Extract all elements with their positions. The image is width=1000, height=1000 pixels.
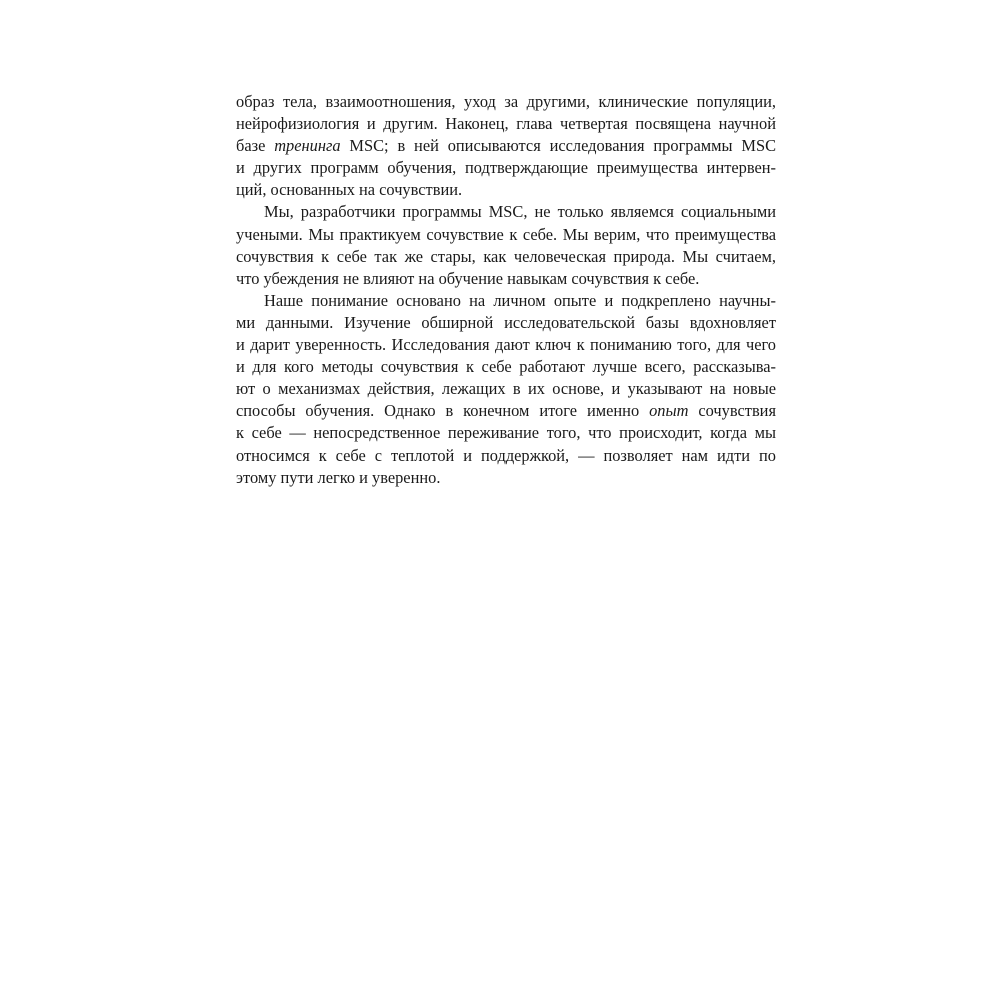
text-line [236, 268, 776, 290]
text-line [236, 157, 776, 179]
text-segment: сочувствия [688, 401, 776, 421]
text-segment: и для кого методы сочувствия к себе работают лучше всего, рассказыва- [236, 357, 776, 377]
text-line [236, 113, 776, 135]
text-line [236, 91, 776, 113]
text-segment: образ тела, взаимоотношения, уход за другими, клинические популяции, [236, 92, 776, 111]
text-segment: ют о механизмах действия, лежащих в их основе, и указывают на новые [236, 379, 776, 399]
text-line [236, 201, 776, 223]
italic-text: тренинга [274, 136, 341, 156]
text-line [236, 334, 776, 356]
body-text [236, 91, 776, 489]
text-line [236, 356, 776, 378]
text-segment: и дарит уверенность. Исследования дают ключ к пониманию того, для чего [236, 335, 776, 355]
text-segment: способы обучения. Однако в конечном итоге именно [236, 401, 650, 421]
text-line [236, 135, 776, 157]
text-line [236, 467, 776, 489]
text-line [236, 179, 776, 201]
paragraph [236, 91, 776, 201]
text-segment: этому пути легко и уверенно. [236, 467, 441, 487]
text-segment: учеными. Мы практикуем сочувствие к себе. Мы верим, что преимущества [236, 224, 776, 244]
text-segment: Наше понимание основано на личном опыте и подкреплено научны- [264, 290, 776, 310]
text-segment: MSC; в ней описываются исследования программы MSC [340, 136, 776, 156]
text-line [236, 445, 776, 467]
text-segment: базе [236, 136, 275, 156]
paragraph [236, 201, 776, 289]
text-line [236, 422, 776, 444]
text-segment: к себе — непосредственное переживание того, что происходит, когда мы [236, 423, 776, 443]
paragraph [236, 290, 776, 489]
text-segment: относимся к себе с теплотой и поддержкой, — позволяет нам идти по [236, 445, 776, 465]
text-segment: сочувствия к себе так же стары, как человеческая природа. Мы считаем, [236, 246, 776, 266]
text-segment: Мы, разработчики программы MSC, не только являемся социальными [264, 202, 776, 222]
text-segment: ми данными. Изучение обширной исследовательской базы вдохновляет [236, 312, 776, 332]
text-line [236, 290, 776, 312]
text-segment: нейрофизиология и другим. Наконец, глава четвертая посвящена научной [236, 114, 776, 134]
italic-text: опыт [649, 401, 689, 421]
text-segment: и других программ обучения, подтверждающие преимущества интервен- [236, 158, 776, 178]
text-segment: ций, основанных на сочувствии. [236, 180, 463, 200]
text-line [236, 312, 776, 334]
text-line [236, 246, 776, 268]
text-segment: что убеждения не влияют на обучение навыкам сочувствия к себе. [236, 268, 700, 288]
text-line [236, 378, 776, 400]
text-line [236, 400, 776, 422]
text-line [236, 224, 776, 246]
